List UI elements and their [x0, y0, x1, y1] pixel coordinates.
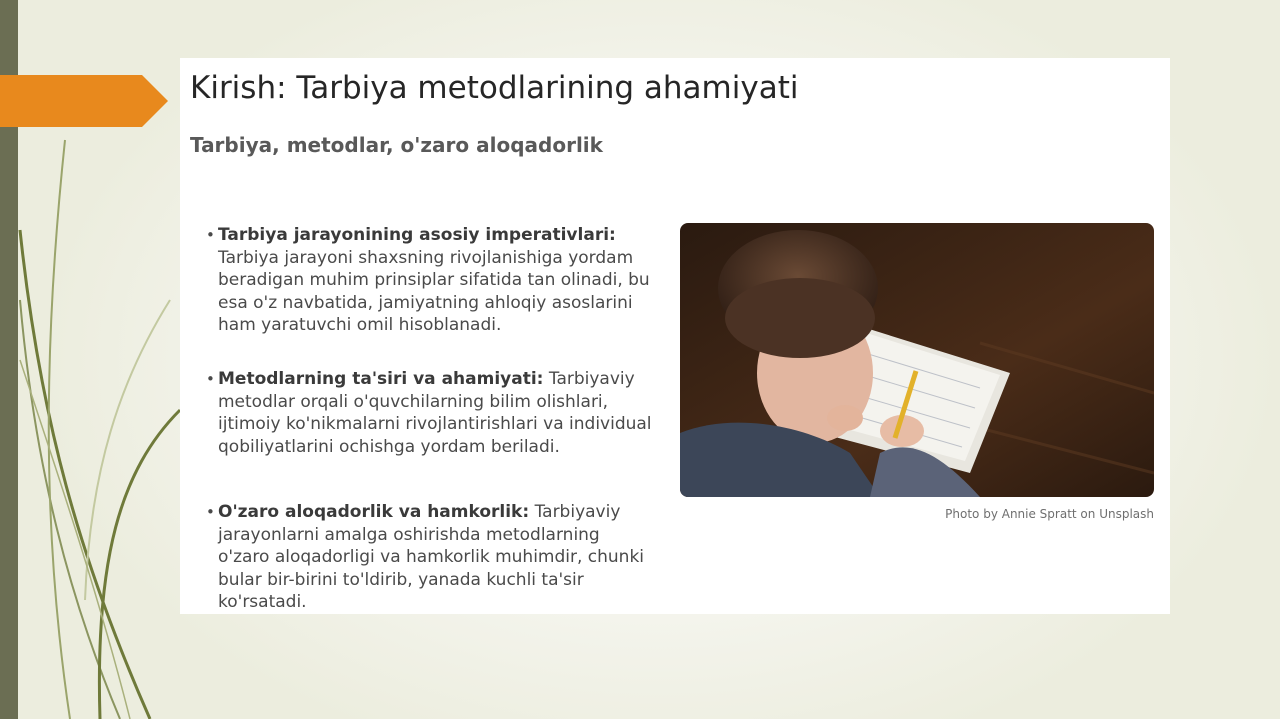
- child-writing-photo: [680, 223, 1154, 497]
- slide-title: Kirish: Tarbiya metodlarining ahamiyati: [190, 70, 799, 106]
- accent-arrow-shape: [0, 75, 168, 127]
- bullet-dot: •: [206, 226, 215, 244]
- bullet-heading: O'zaro aloqadorlik va hamkorlik:: [218, 502, 530, 522]
- bullet-dot: •: [206, 503, 215, 521]
- bullet-item: [206, 368, 656, 458]
- bullet-heading: Tarbiya jarayonining asosiy imperativlari:: [218, 225, 616, 245]
- bullet-text: Tarbiyaviy jarayonlarni amalga oshirishda metodlarning o'zaro aloqadorligi va hamkorlik muhimdir, chunki bular bir-birini to'ldirib, yanada kuchli ta'sir ko'rsatadi.: [218, 502, 645, 612]
- bullet-text: Tarbiyaviy metodlar orqali o'quvchilarning bilim olishlari, ijtimoiy ko'nikmalarni rivojlantirishlari va individual qobiliyatlarini ochishga yordam beriladi.: [218, 369, 652, 457]
- bullet-dot: •: [206, 370, 215, 388]
- bullet-heading: Metodlarning ta'siri va ahamiyati:: [218, 369, 544, 389]
- slide-subtitle: Tarbiya, metodlar, o'zaro aloqadorlik: [190, 133, 603, 157]
- photo-credit: Photo by Annie Spratt on Unsplash: [945, 507, 1154, 521]
- bullet-text: Tarbiya jarayoni shaxsning rivojlanishiga yordam beradigan muhim prinsiplar sifatida tan olinadi, bu esa o'z navbatida, jamiyatning ahloqiy asoslarini ham yaratuvchi omil hisoblanadi.: [218, 247, 650, 335]
- bullet-item: [206, 501, 656, 614]
- bullet-item: [206, 224, 656, 337]
